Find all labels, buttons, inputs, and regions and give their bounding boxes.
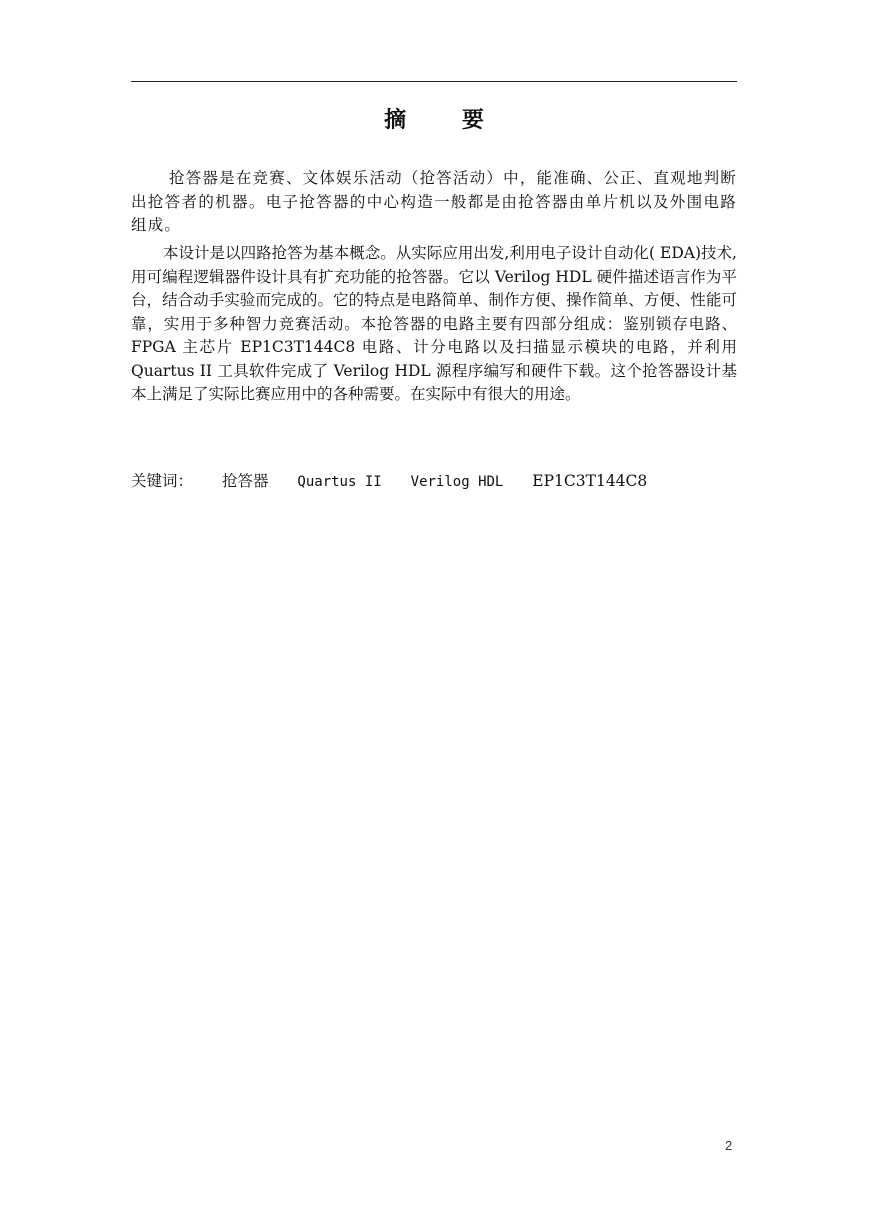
keyword-item: Quartus II (297, 474, 382, 490)
page-title: 摘 要 (384, 107, 508, 133)
keywords-label: 关键词： (131, 472, 194, 490)
keyword-item: 抢答器 (221, 472, 269, 490)
keywords-line (131, 469, 737, 494)
keyword-item: Verilog HDL (410, 474, 504, 490)
header-rule (131, 81, 737, 82)
keyword-item: EP1C3T144C8 (532, 472, 648, 490)
page-number: 2 (725, 1138, 733, 1153)
abstract-paragraph-1: 抢答器是在竞赛、文体娱乐活动（抢答活动）中，能准确、公正、直观地判断出抢答者的机器。电子抢答器的中心构造一般都是由抢答器由单片机以及外围电路组成。 (131, 169, 737, 234)
abstract-paragraph-2: 本设计是以四路抢答为基本概念。从实际应用出发,利用电子设计自动化( EDA)技术,用可编程逻辑器件设计具有扩充功能的抢答器。它以 Verilog HDL 硬件描述语言作为平台，结合动手实验而完成的。它的特点是电路简单、制作方便、操作简单、方便、性能可靠，实用于多种智力竞赛活动。本抢答器的电路主要有四部分组成：鉴别锁存电路、FPGA 主芯片 EP1C3T144C8 电路、计分电路以及扫描显示模块的电路，并利用 Quartus II 工具软件完成了 Verilog HDL 源程序编写和硬件下载。这个抢答器设计基本上满足了实际比赛应用中的各种需要。在实际中有很大的用途。 (131, 244, 737, 403)
